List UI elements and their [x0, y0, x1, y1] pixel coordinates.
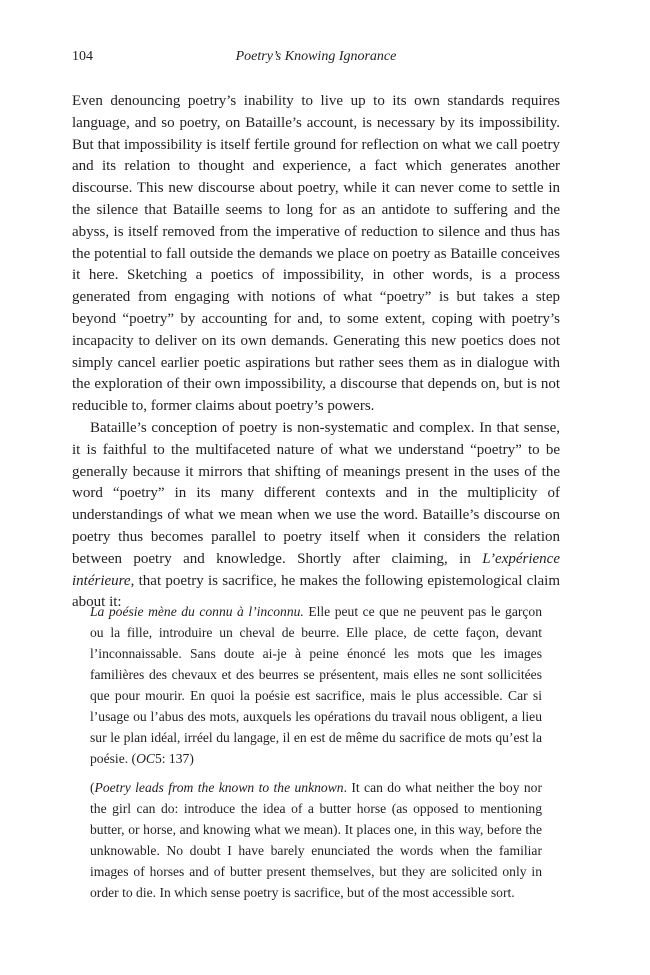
- quote-text: Elle peut ce que ne peuvent pas le garçon ou la fille, introduire un cheval de beurre. Elle place, de cette façon, devant l’inconnaissable. Sans doute ai-je à peine énoncé les mots que les images familières des chevaux et des beurres se présentent, mais elles ne sont sollicitées que pour mourir. En quoi la poésie est sacrifice, mais le plus accessible. Car si l’usage ou l’abus des mots, auxquels les opérations du travail nous obligent, a lieu sur le plan idéal, irréel du langage, il en est de même du sacrifice de mots qu’est la poésie. (: [90, 604, 543, 766]
- block-quote-french: [90, 601, 542, 769]
- paragraph: [72, 418, 560, 614]
- page-number: 104: [72, 49, 93, 64]
- body-text: [72, 91, 560, 614]
- running-head: Poetry’s Knowing Ignorance: [235, 49, 397, 64]
- book-title: L’expérience intérieure: [72, 550, 560, 589]
- page-header: [72, 47, 560, 67]
- quote-open-paren: (: [90, 780, 95, 795]
- quote-lead: La poésie mène du connu à l’inconnu.: [90, 604, 304, 619]
- block-quote-english: [90, 777, 542, 903]
- paragraph: Even denouncing poetry’s inability to live up to its own standards requires language, and so poetry, on Bataille’s account, is necessary by its impossibility. But that impossibility is itself fertile ground for reflection on what we call poetry and its relation to thought and experience, a fact which generates another discourse. This new discourse about poetry, while it can never come to settle in the silence that Bataille seems to long for as an antidote to suffering and the abyss, is itself removed from the imperative of reduction to silence and thus has the potential to fall outside the demands we place on poetry as Bataille conceives it here. Sketching a poetics of impossibility, in other words, is a process generated from engaging with notions of what “poetry” is but takes a step beyond “poetry” by accounting for and, to some extent, coping with poetry’s incapacity to deliver on its own demands. Generating this new poetics does not simply cancel earlier poetic aspirations but rather sees them as in dialogue with the exploration of their own impossibility, a discourse that depends on, but is not reducible to, former claims about poetry’s powers.: [72, 93, 560, 415]
- citation-page: 5: 137): [154, 751, 194, 766]
- citation-work: OC: [136, 751, 155, 766]
- paragraph-text: Bataille’s conception of poetry is non-systematic and complex. In that sense, it is faithful to the multifaceted nature of what we understand “poetry” to be generally because it mirrors that shifting of meanings present in the uses of the word “poetry” in its many different contexts and in the multiplicity of understandings of what we mean when we use the word. Bataille’s discourse on poetry thus becomes parallel to poetry itself when it considers the relation between poetry and knowledge. Shortly after claiming, in: [72, 419, 560, 567]
- quote-lead: Poetry leads from the known to the unknown: [94, 780, 344, 795]
- paragraph-text: , that poetry is sacrifice, he makes the following epistemological claim about it:: [72, 572, 560, 611]
- quote-text: . It can do what neither the boy nor the girl can do: introduce the idea of a butter horse (as opposed to mentioning butter, or horse, and knowing what we mean). It places one, in this way, before the unknowable. No doubt I have barely enunciated the words when the familiar images of horses and of butter present themselves, but they are solicited only in order to die. In which sense poetry is sacrifice, but of the most accessible sort.: [90, 780, 542, 900]
